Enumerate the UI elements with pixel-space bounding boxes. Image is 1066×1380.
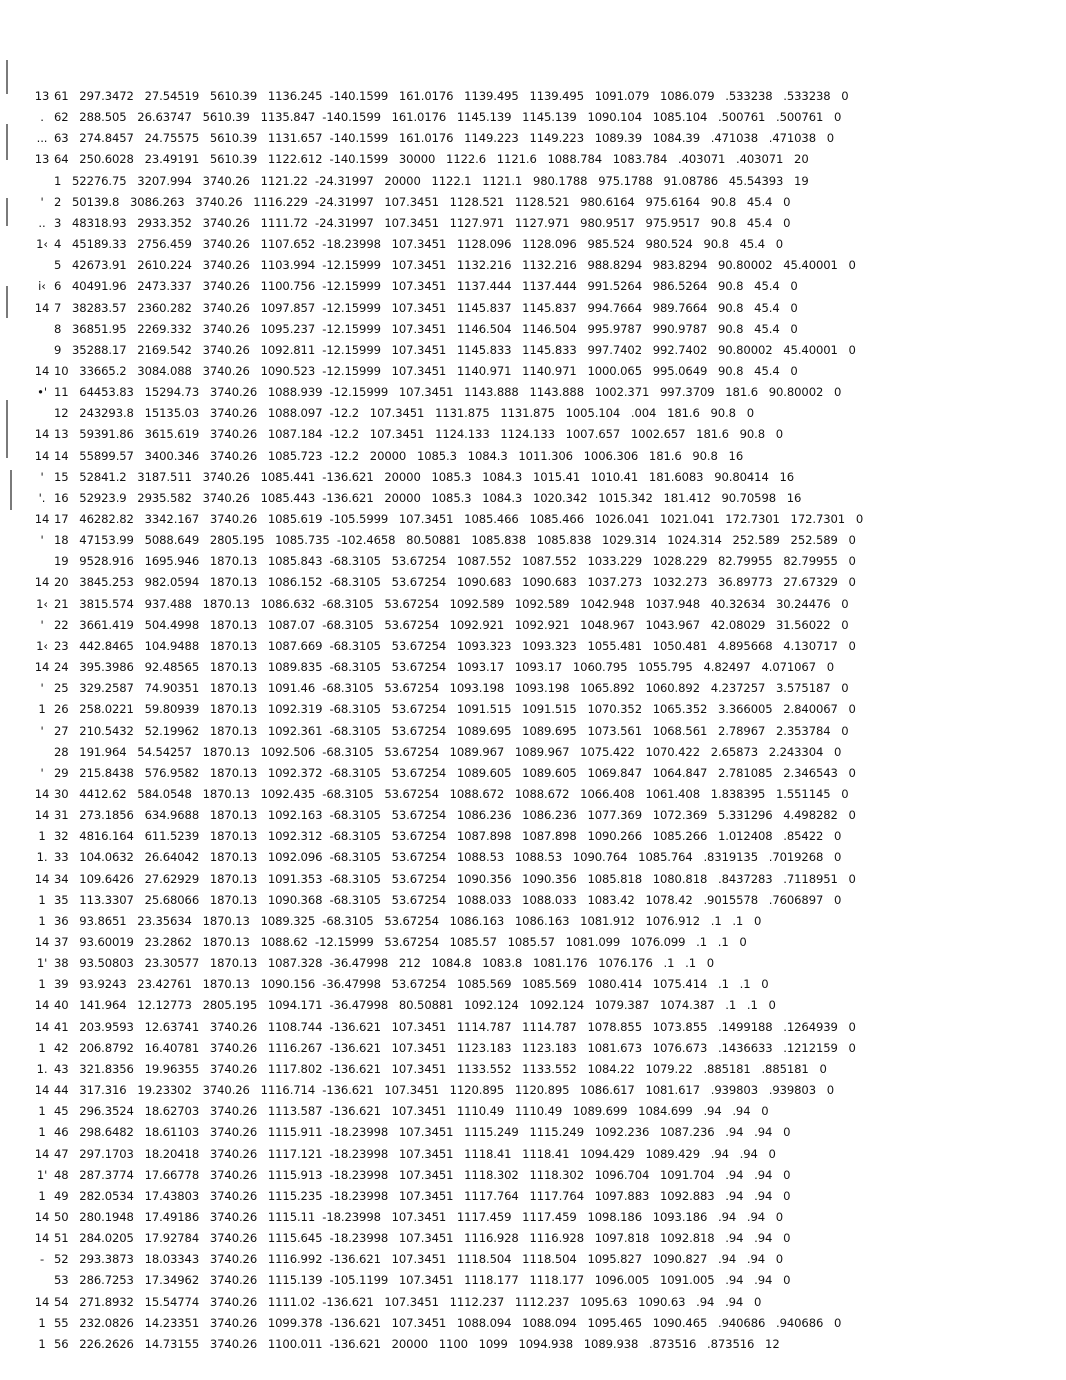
row-prefix: 1 bbox=[38, 829, 46, 844]
row-values: 64 250.6028 23.49191 5610.39 1122.612 -140.1599 30000 1122.6 1121.6 1088.784 1083.784 .403071 .403071 20 bbox=[54, 152, 809, 167]
row-prefix: ' bbox=[40, 617, 44, 632]
scan-mark bbox=[6, 60, 8, 94]
row-prefix: 1 bbox=[38, 892, 46, 907]
row-prefix: 1 bbox=[38, 1125, 46, 1140]
row-values: 61 297.3472 27.54519 5610.39 1136.245 -140.1599 161.0176 1139.495 1139.495 1091.079 1086.079 .533238 .533238 0 bbox=[54, 89, 849, 103]
row-values: 33 104.0632 26.64042 1870.13 1092.096 -68.3105 53.67254 1088.53 1088.53 1090.764 1085.764 .8319135 .7019268 0 bbox=[54, 850, 842, 865]
row-prefix: 14 bbox=[34, 363, 50, 378]
row-values: 62 288.505 26.63747 5610.39 1135.847 -140.1599 161.0176 1145.139 1145.139 1090.104 1085.104 .500761 .500761 0 bbox=[54, 110, 842, 125]
scan-mark bbox=[10, 470, 12, 510]
row-prefix: 13 bbox=[34, 89, 50, 103]
row-prefix: 1' bbox=[36, 1167, 48, 1182]
row-prefix: 14 bbox=[34, 448, 50, 463]
row-values: 34 109.6426 27.62929 1870.13 1091.353 -68.3105 53.67254 1090.356 1090.356 1085.818 1080.818 .8437283 .7118951 0 bbox=[54, 871, 856, 886]
row-prefix: 1‹ bbox=[36, 596, 48, 611]
row-values: 31 273.1856 634.9688 1870.13 1092.163 -68.3105 53.67254 1086.236 1086.236 1077.369 1072.369 5.331296 4.498282 0 bbox=[54, 808, 856, 823]
row-values: 44 317.316 19.23302 3740.26 1116.714 -136.621 107.3451 1120.895 1120.895 1086.617 1081.617 .939803 .939803 0 bbox=[54, 1083, 835, 1098]
row-values: 4 45189.33 2756.459 3740.26 1107.652 -18.23998 107.3451 1128.096 1128.096 985.524 980.524 90.8 45.4 0 bbox=[54, 237, 784, 252]
row-prefix: ... bbox=[36, 131, 48, 146]
row-prefix: 14 bbox=[34, 786, 50, 801]
row-values: 54 271.8932 15.54774 3740.26 1111.02 -136.621 107.3451 1112.237 1112.237 1095.63 1090.63 .94 .94 0 bbox=[54, 1294, 762, 1309]
row-prefix: 14 bbox=[34, 1231, 50, 1246]
row-values: 37 93.60019 23.2862 1870.13 1088.62 -12.15999 53.67254 1085.57 1085.57 1081.099 1076.099 .1 .1 0 bbox=[54, 935, 747, 949]
row-values: 38 93.50803 23.30577 1870.13 1087.328 -36.47998 212 1084.8 1083.8 1081.176 1076.176 .1 .1 0 bbox=[54, 956, 715, 971]
row-values: 17 46282.82 3342.167 3740.26 1085.619 -105.5999 107.3451 1085.466 1085.466 1026.041 1021.041 172.7301 172.7301 0 bbox=[54, 512, 864, 526]
row-values: 28 191.964 54.54257 1870.13 1092.506 -68.3105 53.67254 1089.967 1089.967 1075.422 1070.422 2.65873 2.243304 0 bbox=[54, 744, 842, 759]
row-values: 22 3661.419 504.4998 1870.13 1087.07 -68.3105 53.67254 1092.921 1092.921 1048.967 1043.967 42.08029 31.56022 0 bbox=[54, 617, 849, 632]
row-values: 46 298.6482 18.61103 3740.26 1115.911 -18.23998 107.3451 1115.249 1115.249 1092.236 1087.236 .94 .94 0 bbox=[54, 1125, 791, 1140]
row-values: 51 284.0205 17.92784 3740.26 1115.645 -18.23998 107.3451 1116.928 1116.928 1097.818 1092.818 .94 .94 0 bbox=[54, 1231, 791, 1246]
row-prefix: 14 bbox=[34, 427, 50, 442]
row-prefix: 1‹ bbox=[36, 237, 48, 252]
row-values: 26 258.0221 59.80939 1870.13 1092.319 -68.3105 53.67254 1091.515 1091.515 1070.352 1065.352 3.366005 2.840067 0 bbox=[54, 702, 856, 717]
row-values: 52 293.3873 18.03343 3740.26 1116.992 -136.621 107.3451 1118.504 1118.504 1095.827 1090.827 .94 .94 0 bbox=[54, 1252, 784, 1267]
row-values: 21 3815.574 937.488 1870.13 1086.632 -68.3105 53.67254 1092.589 1092.589 1042.948 1037.948 40.32634 30.24476 0 bbox=[54, 596, 849, 611]
row-values: 6 40491.96 2473.337 3740.26 1100.756 -12.15999 107.3451 1137.444 1137.444 991.5264 986.5264 90.8 45.4 0 bbox=[54, 279, 798, 294]
row-values: 32 4816.164 611.5239 1870.13 1092.312 -68.3105 53.67254 1087.898 1087.898 1090.266 1085.266 1.012408 .85422 0 bbox=[54, 829, 842, 844]
row-prefix: ' bbox=[40, 723, 44, 738]
row-prefix: 1 bbox=[38, 1315, 46, 1330]
row-values: 1 52276.75 3207.994 3740.26 1121.22 -24.31997 20000 1122.1 1121.1 980.1788 975.1788 91.08786 45.54393 19 bbox=[54, 173, 809, 188]
row-prefix: 14 bbox=[34, 1146, 50, 1161]
row-prefix: 14 bbox=[34, 1294, 50, 1309]
row-prefix: .. bbox=[38, 215, 46, 230]
row-values: 5 42673.91 2610.224 3740.26 1103.994 -12.15999 107.3451 1132.216 1132.216 988.8294 983.8294 90.80002 45.40001 0 bbox=[54, 258, 856, 273]
row-prefix: ' bbox=[40, 533, 44, 548]
row-prefix: 1 bbox=[38, 977, 46, 992]
row-values: 56 226.2626 14.73155 3740.26 1100.011 -136.621 20000 1100 1099 1094.938 1089.938 .873516 .873516 12 bbox=[54, 1336, 780, 1351]
row-values: 11 64453.83 15294.73 3740.26 1088.939 -12.15999 107.3451 1143.888 1143.888 1002.371 997.3709 181.6 90.80002 0 bbox=[54, 385, 842, 400]
row-prefix: 14 bbox=[34, 871, 50, 886]
row-values: 53 286.7253 17.34962 3740.26 1115.139 -105.1199 107.3451 1118.177 1118.177 1096.005 1091.005 .94 .94 0 bbox=[54, 1273, 791, 1288]
row-prefix: 14 bbox=[34, 808, 50, 823]
row-prefix: 14 bbox=[34, 1019, 50, 1034]
row-prefix: ' bbox=[40, 681, 44, 696]
row-values: 13 59391.86 3615.619 3740.26 1087.184 -12.2 107.3451 1124.133 1124.133 1007.657 1002.657 181.6 90.8 0 bbox=[54, 427, 784, 442]
row-values: 19 9528.916 1695.946 1870.13 1085.843 -68.3105 53.67254 1087.552 1087.552 1033.229 1028.229 82.79955 82.79955 0 bbox=[54, 554, 856, 569]
row-values: 10 33665.2 3084.088 3740.26 1090.523 -12.15999 107.3451 1140.971 1140.971 1000.065 995.0649 90.8 45.4 0 bbox=[54, 363, 798, 378]
row-values: 49 282.0534 17.43803 3740.26 1115.235 -18.23998 107.3451 1117.764 1117.764 1097.883 1092.883 .94 .94 0 bbox=[54, 1188, 791, 1203]
row-values: 43 321.8356 19.96355 3740.26 1117.802 -136.621 107.3451 1133.552 1133.552 1084.22 1079.22 .885181 .885181 0 bbox=[54, 1061, 827, 1076]
row-values: 30 4412.62 584.0548 1870.13 1092.435 -68.3105 53.67254 1088.672 1088.672 1066.408 1061.408 1.838395 1.551145 0 bbox=[54, 786, 849, 801]
row-values: 48 287.3774 17.66778 3740.26 1115.913 -18.23998 107.3451 1118.302 1118.302 1096.704 1091.704 .94 .94 0 bbox=[54, 1167, 791, 1182]
row-prefix: 14 bbox=[34, 935, 50, 949]
row-prefix: 1 bbox=[38, 1188, 46, 1203]
row-values: 14 55899.57 3400.346 3740.26 1085.723 -12.2 20000 1085.3 1084.3 1011.306 1006.306 181.6 90.8 16 bbox=[54, 448, 744, 463]
row-values: 45 296.3524 18.62703 3740.26 1113.587 -136.621 107.3451 1110.49 1110.49 1089.699 1084.699 .94 .94 0 bbox=[54, 1104, 769, 1119]
row-prefix: 14 bbox=[34, 512, 50, 526]
row-prefix: 14 bbox=[34, 1083, 50, 1098]
row-prefix: ' bbox=[40, 194, 44, 209]
scan-mark bbox=[6, 124, 8, 160]
row-values: 35 113.3307 25.68066 1870.13 1090.368 -68.3105 53.67254 1088.033 1088.033 1083.42 1078.42 .9015578 .7606897 0 bbox=[54, 892, 842, 907]
row-values: 12 243293.8 15135.03 3740.26 1088.097 -12.2 107.3451 1131.875 1131.875 1005.104 .004 181.6 90.8 0 bbox=[54, 406, 754, 421]
row-values: 15 52841.2 3187.511 3740.26 1085.441 -136.621 20000 1085.3 1084.3 1015.41 1010.41 181.6083 90.80414 16 bbox=[54, 469, 795, 484]
row-prefix: 1‹ bbox=[36, 638, 48, 653]
row-values: 3 48318.93 2933.352 3740.26 1111.72 -24.31997 107.3451 1127.971 1127.971 980.9517 975.9517 90.8 45.4 0 bbox=[54, 215, 791, 230]
row-values: 42 206.8792 16.40781 3740.26 1116.267 -136.621 107.3451 1123.183 1123.183 1081.673 1076.673 .1436633 .1212159 0 bbox=[54, 1040, 856, 1055]
row-values: 16 52923.9 2935.582 3740.26 1085.443 -136.621 20000 1085.3 1084.3 1020.342 1015.342 181.412 90.70598 16 bbox=[54, 490, 802, 505]
row-prefix: ' bbox=[40, 765, 44, 780]
row-values: 39 93.9243 23.42761 1870.13 1090.156 -36.47998 53.67254 1085.569 1085.569 1080.414 1075.414 .1 .1 0 bbox=[54, 977, 769, 992]
row-prefix: 14 bbox=[34, 660, 50, 675]
scan-mark bbox=[6, 198, 8, 226]
row-prefix: - bbox=[39, 1252, 45, 1267]
row-values: 63 274.8457 24.75575 5610.39 1131.657 -140.1599 161.0176 1149.223 1149.223 1089.39 1084.39 .471038 .471038 0 bbox=[54, 131, 835, 146]
row-values: 40 141.964 12.12773 2805.195 1094.171 -36.47998 80.50881 1092.124 1092.124 1079.387 1074.387 .1 .1 0 bbox=[54, 998, 776, 1013]
row-values: 50 280.1948 17.49186 3740.26 1115.11 -18.23998 107.3451 1117.459 1117.459 1098.186 1093.186 .94 .94 0 bbox=[54, 1209, 784, 1224]
row-prefix: 13 bbox=[34, 152, 50, 167]
scan-mark bbox=[6, 286, 8, 318]
scan-mark bbox=[6, 400, 8, 458]
row-prefix: 1. bbox=[36, 1061, 48, 1076]
row-values: 2 50139.8 3086.263 3740.26 1116.229 -24.31997 107.3451 1128.521 1128.521 980.6164 975.6164 90.8 45.4 0 bbox=[54, 194, 791, 209]
row-values: 7 38283.57 2360.282 3740.26 1097.857 -12.15999 107.3451 1145.837 1145.837 994.7664 989.7664 90.8 45.4 0 bbox=[54, 300, 798, 315]
row-values: 41 203.9593 12.63741 3740.26 1108.744 -136.621 107.3451 1114.787 1114.787 1078.855 1073.855 .1499188 .1264939 0 bbox=[54, 1019, 856, 1034]
row-values: 20 3845.253 982.0594 1870.13 1086.152 -68.3105 53.67254 1090.683 1090.683 1037.273 1032.273 36.89773 27.67329 0 bbox=[54, 575, 856, 590]
row-prefix: 1 bbox=[38, 702, 46, 717]
row-prefix: . bbox=[40, 110, 44, 125]
row-prefix: 1 bbox=[38, 913, 46, 928]
row-prefix: •' bbox=[37, 385, 47, 400]
row-prefix: 1 bbox=[38, 1104, 46, 1119]
row-values: 27 210.5432 52.19962 1870.13 1092.361 -68.3105 53.67254 1089.695 1089.695 1073.561 1068.561 2.78967 2.353784 0 bbox=[54, 723, 849, 738]
row-prefix: 1. bbox=[36, 850, 48, 865]
row-values: 47 297.1703 18.20418 3740.26 1117.121 -18.23998 107.3451 1118.41 1118.41 1094.429 1089.429 .94 .94 0 bbox=[54, 1146, 776, 1161]
row-prefix: 14 bbox=[34, 300, 50, 315]
row-values: 24 395.3986 92.48565 1870.13 1089.835 -68.3105 53.67254 1093.17 1093.17 1060.795 1055.795 4.82497 4.071067 0 bbox=[54, 660, 835, 675]
row-prefix: 14 bbox=[34, 998, 50, 1013]
row-values: 8 36851.95 2269.332 3740.26 1095.237 -12.15999 107.3451 1146.504 1146.504 995.9787 990.9787 90.8 45.4 0 bbox=[54, 321, 798, 336]
row-values: 55 232.0826 14.23351 3740.26 1099.378 -136.621 107.3451 1088.094 1088.094 1095.465 1090.465 .940686 .940686 0 bbox=[54, 1315, 842, 1330]
row-values: 25 329.2587 74.90351 1870.13 1091.46 -68.3105 53.67254 1093.198 1093.198 1065.892 1060.892 4.237257 3.575187 0 bbox=[54, 681, 849, 696]
row-prefix: '. bbox=[38, 490, 46, 505]
row-prefix: 1' bbox=[36, 956, 48, 971]
row-prefix: 14 bbox=[34, 1209, 50, 1224]
row-prefix: 1 bbox=[38, 1040, 46, 1055]
row-values: 9 35288.17 2169.542 3740.26 1092.811 -12.15999 107.3451 1145.833 1145.833 997.7402 992.7402 90.80002 45.40001 0 bbox=[54, 342, 856, 357]
row-prefix: ' bbox=[40, 469, 44, 484]
row-values: 23 442.8465 104.9488 1870.13 1087.669 -68.3105 53.67254 1093.323 1093.323 1055.481 1050.481 4.895668 4.130717 0 bbox=[54, 638, 856, 653]
row-values: 18 47153.99 5088.649 2805.195 1085.735 -102.4658 80.50881 1085.838 1085.838 1029.314 1024.314 252.589 252.589 0 bbox=[54, 533, 856, 548]
row-values: 36 93.8651 23.35634 1870.13 1089.325 -68.3105 53.67254 1086.163 1086.163 1081.912 1076.912 .1 .1 0 bbox=[54, 913, 762, 928]
row-prefix: i‹ bbox=[38, 279, 46, 294]
row-values: 29 215.8438 576.9582 1870.13 1092.372 -68.3105 53.67254 1089.605 1089.605 1069.847 1064.847 2.781085 2.346543 0 bbox=[54, 765, 856, 780]
row-prefix: 1 bbox=[38, 1336, 46, 1351]
row-prefix: 14 bbox=[34, 575, 50, 590]
